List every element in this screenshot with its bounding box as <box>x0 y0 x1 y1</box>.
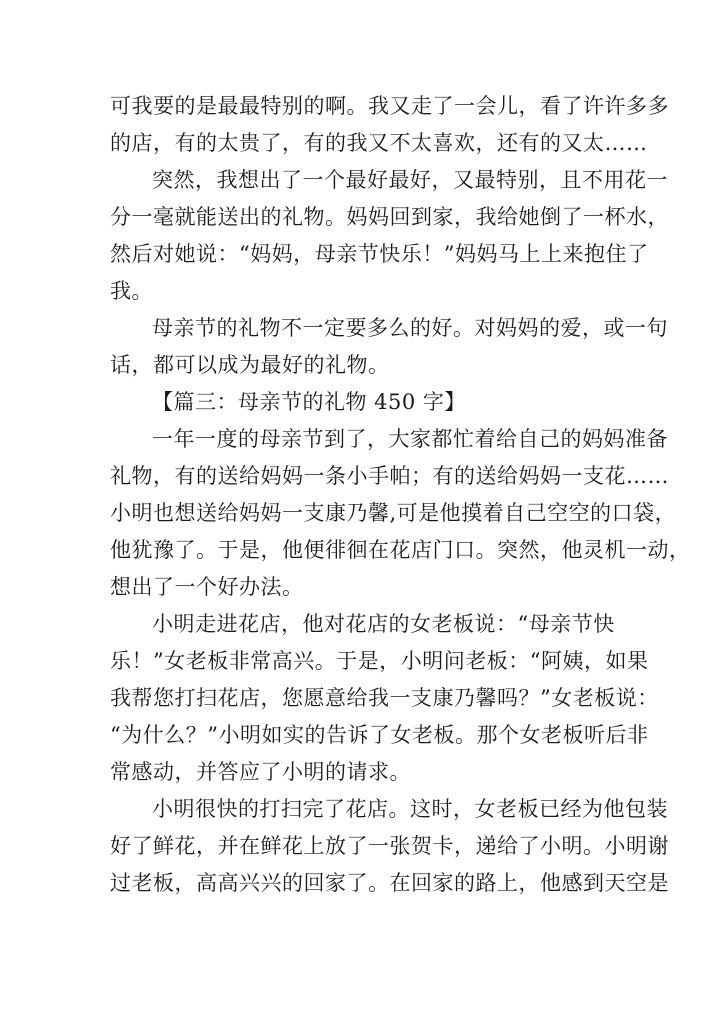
text-line: 常感动，并答应了小明的请求。 <box>110 760 411 784</box>
text-line: 小明很快的打扫完了花店。这时，女老板已经为他包装 <box>152 797 668 821</box>
text-line: 然后对她说：“妈妈，母亲节快乐！”妈妈马上上来抱住了 <box>110 242 649 266</box>
text-line: 他犹豫了。于是，他便徘徊在花店门口。突然，他灵机一动， <box>110 538 691 562</box>
text-line: 突然，我想出了一个最好最好，又最特别，且不用花一 <box>152 168 668 192</box>
text-line: 可我要的是最最特别的啊。我又走了一会儿，看了许许多多 <box>110 94 669 118</box>
text-line: 礼物，有的送给妈妈一条小手帕；有的送给妈妈一支花…… <box>110 464 669 488</box>
section-heading: 【篇三：母亲节的礼物 450 字】 <box>152 390 466 414</box>
text-line: 一年一度的母亲节到了，大家都忙着给自己的妈妈准备 <box>152 427 668 451</box>
text-line: 小明走进花店，他对花店的女老板说：“母亲节快 <box>152 612 615 636</box>
text-line: 我。 <box>110 279 153 303</box>
text-line: 话，都可以成为最好的礼物。 <box>110 353 390 377</box>
text-line: 想出了一个好办法。 <box>110 575 304 599</box>
text-line: 分一毫就能送出的礼物。妈妈回到家，我给她倒了一杯水， <box>110 205 669 229</box>
text-line: 的店，有的太贵了，有的我又不太喜欢，还有的又太…… <box>110 131 648 155</box>
text-line: 小明也想送给妈妈一支康乃馨,可是他摸着自己空空的口袋， <box>110 501 677 525</box>
text-line: 过老板，高高兴兴的回家了。在回家的路上，他感到天空是 <box>110 871 669 895</box>
text-line: 我帮您打扫花店，您愿意给我一支康乃馨吗？”女老板说： <box>110 686 659 710</box>
text-line: 母亲节的礼物不一定要多么的好。对妈妈的爱，或一句 <box>152 316 668 340</box>
text-line: 乐！”女老板非常高兴。于是，小明问老板：“阿姨，如果 <box>110 649 649 673</box>
text-line: “为什么？”小明如实的告诉了女老板。那个女老板听后非 <box>110 723 649 747</box>
article-body <box>110 88 691 902</box>
text-line: 好了鲜花，并在鲜花上放了一张贺卡，递给了小明。小明谢 <box>110 834 669 858</box>
